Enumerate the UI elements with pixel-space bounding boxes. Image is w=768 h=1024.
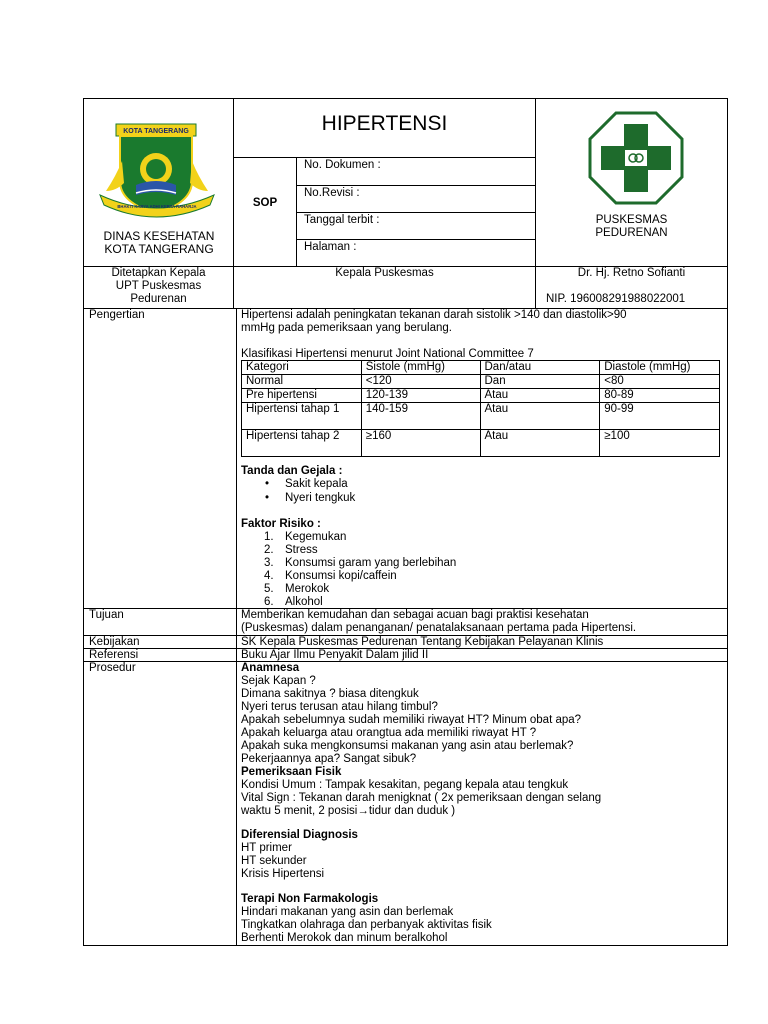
kota-tangerang-logo	[96, 121, 218, 223]
diferensial-line: HT primer	[241, 842, 292, 854]
terapi-title: Terapi Non Farmakologis	[241, 893, 379, 905]
table-cell: Hipertensi tahap 2	[242, 430, 362, 457]
divider	[296, 185, 535, 186]
klasifikasi-table	[241, 360, 720, 457]
kebijakan-text: SK Kepala Puskesmas Pedurenan Tentang Kebijakan Pelayanan Klinis	[241, 636, 604, 648]
tanda-gejala-title: Tanda dan Gejala :	[241, 465, 343, 477]
sop-label: SOP	[252, 197, 278, 209]
anamnesa-line: Apakah suka mengkonsumsi makanan yang asin atau berlemak?	[241, 740, 574, 752]
ditetapkan-line1: Ditetapkan Kepala	[111, 267, 206, 279]
list-item: • Sakit kepala	[285, 478, 348, 491]
ditetapkan-line3: Pedurenan	[130, 293, 187, 305]
terapi-line: Tingkatkan olahraga dan perbanyak aktivitas fisik	[241, 919, 492, 931]
table-row	[242, 389, 720, 403]
anamnesa-line: Dimana sakitnya ? biasa ditengkuk	[241, 688, 419, 700]
fisik-line: Kondisi Umum : Tampak kesakitan, pegang kepala atau tengkuk	[241, 779, 569, 791]
klasifikasi-title: Klasifikasi Hipertensi menurut Joint National Committee 7	[241, 348, 534, 360]
anamnesa-line: Nyeri terus terusan atau hilang timbul?	[241, 701, 438, 713]
border-right	[727, 98, 728, 946]
anamnesa-line: Apakah keluarga atau orangtua ada memiliki riwayat HT ?	[241, 727, 537, 739]
kepala-puskesmas-label: Kepala Puskesmas	[335, 267, 434, 279]
field-tanggal-terbit: Tanggal terbit :	[304, 214, 380, 226]
table-cell: 120-139	[361, 389, 480, 403]
table-header-cell: Dan/atau	[480, 361, 600, 375]
tujuan-line2: (Puskesmas) dalam penanganan/ penatalaksanaan pertama pada Hipertensi.	[241, 622, 637, 634]
anamnesa-line: Sejak Kapan ?	[241, 675, 316, 687]
table-cell: Pre hipertensi	[242, 389, 362, 403]
list-number: 4.	[264, 570, 274, 582]
list-number: 6.	[264, 596, 274, 608]
approver-nip: NIP. 196008291988022001	[546, 293, 686, 305]
table-row	[242, 430, 720, 457]
fisik-line: waktu 5 menit, 2 posisi→tidur dan duduk )	[241, 805, 456, 817]
table-cell: 90-99	[600, 403, 720, 430]
field-halaman: Halaman :	[304, 241, 357, 253]
approver-name: Dr. Hj. Retno Sofianti	[577, 267, 686, 279]
label-referensi: Referensi	[89, 649, 139, 661]
table-header-cell: Sistole (mmHg)	[361, 361, 480, 375]
fisik-line: Vital Sign : Tekanan darah menigknat ( 2x pemeriksaan dengan selang	[241, 792, 602, 804]
left-org-line2: KOTA TANGERANG	[104, 242, 214, 256]
anamnesa-line: Pekerjaannya apa? Sangat sibuk?	[241, 753, 417, 765]
table-row	[242, 403, 720, 430]
svg-text:BHAKTI KARYA ADHI KERTA RAHARJ: BHAKTI KARYA ADHI KERTA RAHARJA	[117, 204, 197, 209]
list-item: Konsumsi garam yang berlebihan	[285, 557, 457, 569]
table-row	[242, 375, 720, 389]
list-item: Stress	[285, 544, 318, 556]
left-org-line1: DINAS KESEHATAN	[103, 229, 215, 243]
list-number: 1.	[264, 531, 274, 543]
divider	[296, 239, 535, 240]
list-item: • Nyeri tengkuk	[285, 492, 355, 505]
anamnesa-title: Anamnesa	[241, 662, 300, 674]
divider	[233, 157, 535, 158]
table-cell: 80-89	[600, 389, 720, 403]
diferensial-line: Krisis Hipertensi	[241, 868, 325, 880]
border-left	[83, 98, 84, 946]
border-bottom	[83, 945, 728, 946]
table-cell: ≥160	[361, 430, 480, 457]
tujuan-line1: Memberikan kemudahan dan sebagai acuan bagi praktisi kesehatan	[241, 609, 589, 621]
label-pengertian: Pengertian	[89, 309, 145, 321]
table-cell: Atau	[480, 389, 600, 403]
faktor-risiko-title: Faktor Risiko :	[241, 518, 321, 530]
divider	[236, 308, 237, 946]
list-item: Merokok	[285, 583, 330, 595]
svg-text:KOTA TANGERANG: KOTA TANGERANG	[123, 128, 189, 135]
table-cell: Atau	[480, 403, 600, 430]
border-top	[83, 98, 728, 99]
definition-line1: Hipertensi adalah peningkatan tekanan darah sistolik >140 dan diastolik>90	[241, 309, 627, 321]
list-number: 5.	[264, 583, 274, 595]
label-prosedur: Prosedur	[89, 662, 136, 674]
right-org-line1: PUSKESMAS	[595, 214, 668, 226]
table-cell: <120	[361, 375, 480, 389]
table-header-cell: Kategori	[242, 361, 362, 375]
label-tujuan: Tujuan	[89, 609, 124, 621]
table-cell: Normal	[242, 375, 362, 389]
anamnesa-line: Apakah sebelumnya sudah memiliki riwayat HT? Minum obat apa?	[241, 714, 582, 726]
table-header-row	[242, 361, 720, 375]
page-title: HIPERTENSI	[321, 112, 448, 135]
list-number: 2.	[264, 544, 274, 556]
table-cell: <80	[600, 375, 720, 389]
referensi-text: Buku Ajar Ilmu Penyakit Dalam jilid II	[241, 649, 429, 661]
terapi-line: Hindari makanan yang asin dan berlemak	[241, 906, 454, 918]
table-cell: 140-159	[361, 403, 480, 430]
diferensial-title: Diferensial Diagnosis	[241, 829, 358, 841]
puskesmas-logo	[587, 110, 685, 206]
field-no-revisi: No.Revisi :	[304, 187, 360, 199]
list-item: Konsumsi kopi/caffein	[285, 570, 397, 582]
diferensial-line: HT sekunder	[241, 855, 307, 867]
divider	[296, 212, 535, 213]
label-kebijakan: Kebijakan	[89, 636, 140, 648]
ditetapkan-line2: UPT Puskesmas	[115, 280, 202, 292]
definition-line2: mmHg pada pemeriksaan yang berulang.	[241, 322, 452, 334]
table-cell: ≥100	[600, 430, 720, 457]
right-org-line2: PEDURENAN	[595, 227, 668, 239]
table-cell: Atau	[480, 430, 600, 457]
terapi-line: Berhenti Merokok dan minum beralkohol	[241, 932, 448, 944]
table-header-cell: Diastole (mmHg)	[600, 361, 720, 375]
field-no-dokumen: No. Dokumen :	[304, 159, 381, 171]
table-cell: Dan	[480, 375, 600, 389]
list-item: Kegemukan	[285, 531, 347, 543]
list-item: Alkohol	[285, 596, 323, 608]
list-number: 3.	[264, 557, 274, 569]
table-cell: Hipertensi tahap 1	[242, 403, 362, 430]
pemeriksaan-fisik-title: Pemeriksaan Fisik	[241, 766, 342, 778]
